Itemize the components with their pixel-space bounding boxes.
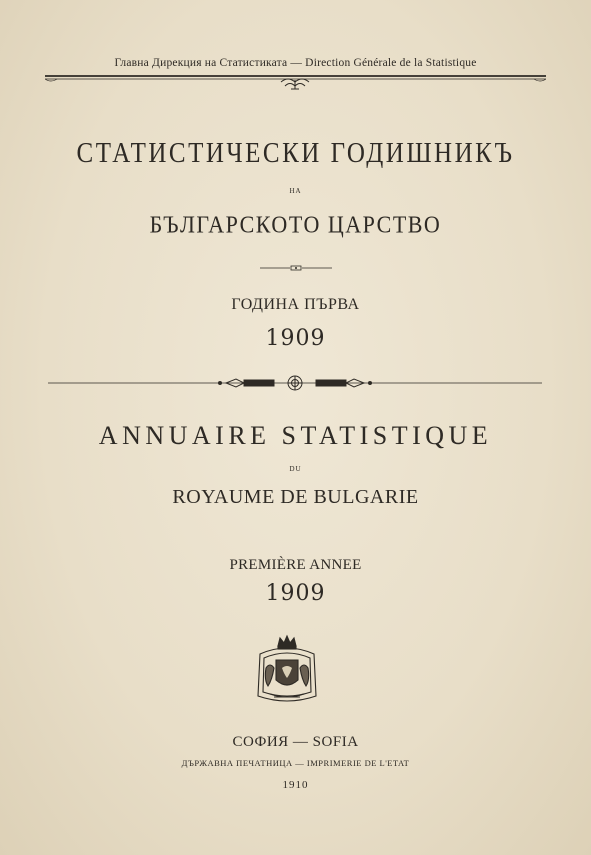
header-ornament-rule-icon	[45, 74, 546, 90]
bulgarian-year: 1909	[265, 326, 326, 351]
imprint-printer: ДЪРЖАВНА ПЕЧАТНИЦА — IMPRIMERIE DE L'ETAT	[181, 758, 410, 768]
center-ornament-rule-icon	[48, 374, 542, 392]
french-edition: PREMIÈRE ANNEE	[229, 557, 362, 573]
bulgarian-edition: ГОДИНА ПЪРВА	[231, 296, 360, 313]
bulgarian-connector: НА	[289, 187, 302, 195]
french-subtitle: ROYAUME DE BULGARIE	[172, 486, 419, 508]
bulgarian-title: СТАТИСТИЧЕСКИ ГОДИШНИКЪ	[76, 137, 515, 169]
header-institution: Главна Дирекция на Статистиката — Direction Générale de la Statistique	[114, 57, 477, 69]
french-title: ANNUAIRE STATISTIQUE	[98, 421, 493, 450]
imprint-year: 1910	[282, 779, 309, 791]
french-connector: DU	[289, 465, 302, 473]
royal-coat-of-arms-icon	[254, 634, 320, 706]
small-ornament-rule-icon	[260, 264, 332, 272]
bulgarian-subtitle: БЪЛГАРСКОТО ЦАРСТВО	[149, 210, 442, 239]
imprint-city: СОФИЯ — SOFIA	[232, 734, 359, 750]
french-year: 1909	[265, 581, 326, 606]
